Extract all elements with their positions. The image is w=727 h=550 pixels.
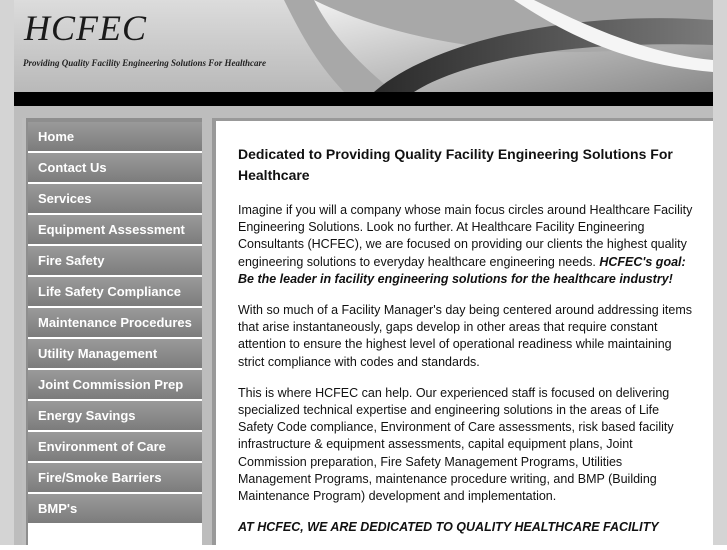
sidebar-nav bbox=[28, 122, 202, 525]
nav-item-services[interactable]: Services bbox=[28, 184, 202, 215]
sidebar-footer bbox=[28, 525, 202, 545]
main-content bbox=[238, 144, 696, 550]
goal-statement: HCFEC's goal: Be the leader in facility engineering solutions for the healthcare industry! bbox=[238, 254, 686, 286]
paragraph-closing: AT HCFEC, WE ARE DEDICATED TO QUALITY HEALTHCARE FACILITY bbox=[238, 520, 659, 535]
nav-item-equipment-assessment[interactable]: Equipment Assessment bbox=[28, 215, 202, 246]
nav-item-contact-us[interactable]: Contact Us bbox=[28, 153, 202, 184]
header-divider-bar bbox=[14, 92, 713, 106]
nav-item-environment-of-care[interactable]: Environment of Care bbox=[28, 432, 202, 463]
nav-item-bmps[interactable]: BMP's bbox=[28, 494, 202, 525]
nav-item-joint-commission-prep[interactable]: Joint Commission Prep bbox=[28, 370, 202, 401]
site-tagline: Providing Quality Facility Engineering Solutions For Healthcare bbox=[23, 58, 267, 68]
intro-paragraph: Imagine if you will a company whose main focus circles around Healthcare Facility Engineering Solutions. Look no further. At Healthcare Facility Engineering Consultants (HCFEC), we are focused on providing our clients the highest quality engineering solutions to everyday healthcare engineering needs. HCFEC's goal: Be the leader in facility engineering solutions for the healthcare industry! bbox=[238, 203, 693, 286]
nav-item-life-safety-compliance[interactable]: Life Safety Compliance bbox=[28, 277, 202, 308]
nav-item-fire-smoke-barriers[interactable]: Fire/Smoke Barriers bbox=[28, 463, 202, 494]
nav-item-fire-safety[interactable]: Fire Safety bbox=[28, 246, 202, 277]
nav-item-energy-savings[interactable]: Energy Savings bbox=[28, 401, 202, 432]
paragraph-services: This is where HCFEC can help. Our experienced staff is focused on delivering specialized technical expertise and engineering solutions in the areas of Life Safety Code compliance, Environment of Care assessments, risk based facility infrastructure & equipment assessments, capital equipment plans, Joint Commission preparation, Fire Safety Management Programs, Utilities Management Programs, maintenance procedure writing, and BMP (Building Maintenance Program) development and implementation. bbox=[238, 385, 674, 504]
site-header bbox=[14, 0, 713, 92]
nav-item-maintenance-procedures[interactable]: Maintenance Procedures bbox=[28, 308, 202, 339]
nav-item-utility-management[interactable]: Utility Management bbox=[28, 339, 202, 370]
site-logo[interactable]: HCFEC bbox=[24, 8, 148, 48]
nav-item-home[interactable]: Home bbox=[28, 122, 202, 153]
page-right-edge bbox=[713, 0, 727, 545]
page-heading: Dedicated to Providing Quality Facility Engineering Solutions For Healthcare bbox=[238, 146, 673, 183]
paragraph-facility-manager: With so much of a Facility Manager's day being centered around addressing items that arise instantaneously, gaps develop in other areas that require constant attention to ensure the highest level of operational readiness while maintaining strict compliance with codes and standards. bbox=[238, 303, 693, 369]
page-left-edge bbox=[0, 0, 14, 545]
